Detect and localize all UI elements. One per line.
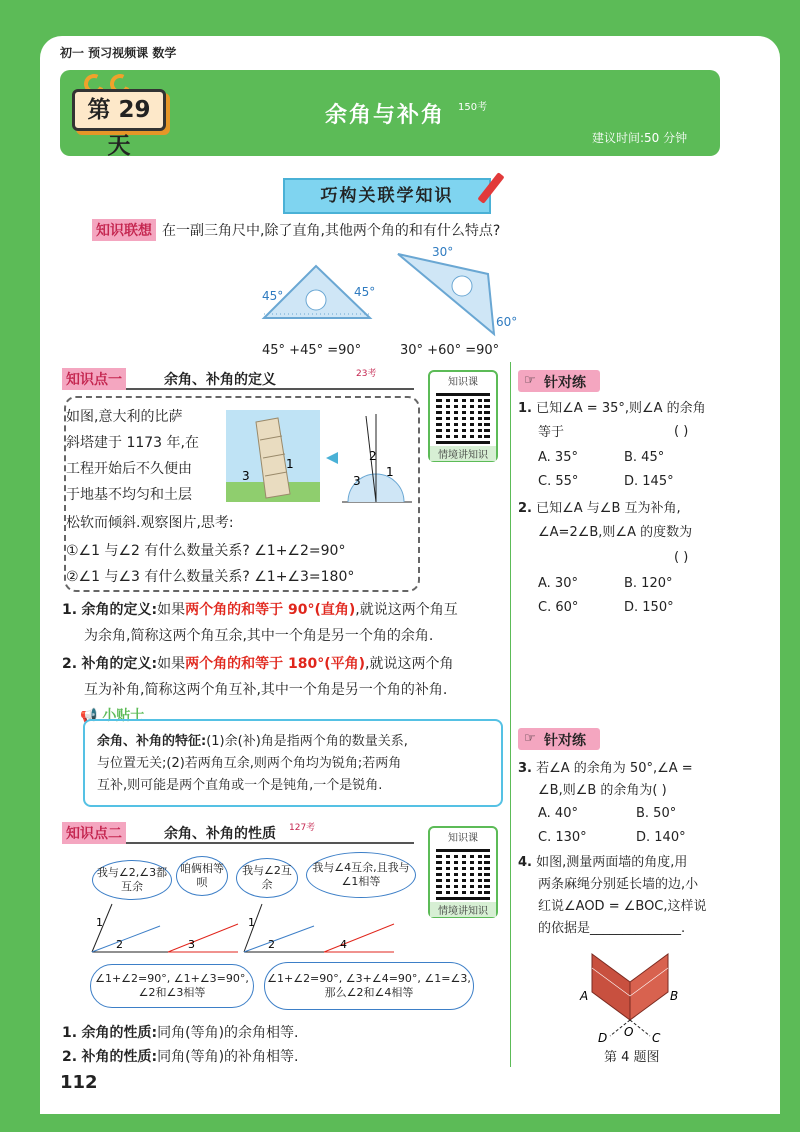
def2-line1 <box>62 652 502 676</box>
def2-post: ,就说这两个角 <box>365 656 454 672</box>
angle-label: 45° <box>262 289 284 303</box>
assoc-question <box>92 219 500 241</box>
q3-option-c: C. 130° <box>538 830 587 845</box>
q1-line1 <box>518 398 706 420</box>
q1-paren: ( ) <box>674 424 689 439</box>
intro-line: 斜塔建于 1173 年,在 <box>66 435 199 451</box>
def1-pre: 如果 <box>157 602 186 618</box>
angle-num: 1 <box>96 916 103 929</box>
def2-num: 2. <box>62 656 78 672</box>
p1-head: 余角的性质: <box>81 1025 158 1041</box>
q2-option-d: D. 150° <box>624 600 674 615</box>
qr-bottom-label: 情境讲知识 <box>430 902 496 917</box>
q3-num: 3. <box>518 761 532 776</box>
q2-line1 <box>518 498 681 520</box>
kp2-qr-card[interactable] <box>428 826 498 918</box>
q1-line2: 等于 <box>538 425 565 440</box>
point-label: B <box>670 989 679 1003</box>
intro-line: 松软而倾斜.观察图片,思考: <box>66 515 234 531</box>
angle-num: 3 <box>242 469 250 483</box>
tips-line2: 与位置无关;(2)若两角互余,则两个角均为锐角;若两角 <box>97 756 402 771</box>
day-tag: 第 29 天 <box>72 89 166 131</box>
q1-text1: 已知∠A = 35°,则∠A 的余角 <box>536 401 706 416</box>
left-wall <box>592 954 630 1020</box>
p2-text: 同角(等角)的补角相等. <box>157 1049 299 1065</box>
arrow-icon <box>326 452 338 464</box>
q4-caption: 第 4 题图 <box>604 1050 660 1065</box>
speech-bubble: 我与∠2,∠3都互余 <box>92 860 172 900</box>
q1-option-d: D. 145° <box>624 474 674 489</box>
tips-line1-text: (1)余(补)角是指两个角的数量关系, <box>206 734 408 749</box>
page-number: 112 <box>60 1072 98 1093</box>
lesson-title-sup: 150考 <box>458 102 488 113</box>
q3-line2: ∠B,则∠B 的余角为( ) <box>538 783 667 798</box>
tips-title-text: 小贴士 <box>102 708 145 724</box>
q1-option-c: C. 55° <box>538 474 579 489</box>
qr-bottom-label: 情境讲知识 <box>430 446 496 461</box>
ray <box>92 926 160 952</box>
q4-text1: 如图,测量两面墙的角度,用 <box>536 855 688 870</box>
practice-label-text: 针对练 <box>544 733 586 749</box>
tips-box <box>83 719 503 807</box>
q2-option-a: A. 30° <box>538 576 578 591</box>
point-label: C <box>652 1031 661 1045</box>
angle-label: 30° <box>432 245 454 259</box>
practice-label <box>518 728 600 750</box>
q3-line1 <box>518 758 693 780</box>
p1-num: 1. <box>62 1025 78 1041</box>
angle-num: 1 <box>286 457 294 471</box>
equation-30-60: 30° +60° =90° <box>400 343 500 358</box>
q3-text1: 若∠A 的余角为 50°,∠A = <box>536 761 693 776</box>
def1-line2: 为余角,简称这两个角互余,其中一个角是另一个角的余角. <box>84 628 434 644</box>
q1-option-b: B. 45° <box>624 450 665 465</box>
q3-option-b: B. 50° <box>636 806 677 821</box>
property-2 <box>62 1046 299 1066</box>
p1-text: 同角(等角)的余角相等. <box>157 1025 299 1041</box>
lesson-title: 余角与补角 <box>325 103 446 128</box>
ray <box>324 924 394 952</box>
point-label: D <box>598 1031 608 1045</box>
wall-figure <box>576 948 696 1048</box>
q3-option-a: A. 40° <box>538 806 578 821</box>
def2-head: 补角的定义: <box>81 656 158 672</box>
q2-line2: ∠A=2∠B,则∠A 的度数为 <box>538 525 693 540</box>
intro-line: 如图,意大利的比萨 <box>66 409 183 425</box>
speech-bubble: 我与∠2互余 <box>236 858 298 898</box>
triangle-rulers-figure <box>256 244 536 344</box>
right-wall <box>630 954 668 1020</box>
p2-num: 2. <box>62 1049 78 1065</box>
header-text: 初一 预习视频课 数学 <box>60 46 177 60</box>
speech-bubble: ∠1+∠2=90°, ∠3+∠4=90°, ∠1=∠3, 那么∠2和∠4相等 <box>264 962 474 1010</box>
speech-bubble: ∠1+∠2=90°, ∠1+∠3=90°, ∠2和∠3相等 <box>90 964 254 1008</box>
kp1-tag: 知识点一 <box>62 368 126 390</box>
angle-num: 1 <box>248 916 255 929</box>
angle-num: 3 <box>188 938 195 951</box>
qr-code-icon[interactable] <box>436 390 490 444</box>
kp1-title: 余角、补角的定义 <box>164 372 276 388</box>
intro-line: 于地基不均匀和土层 <box>66 487 192 503</box>
q2-option-c: C. 60° <box>538 600 579 615</box>
def2-line2: 互为补角,简称这两个角互补,其中一个角是另一个角的补角. <box>84 682 448 698</box>
qr-top-label: 知识课 <box>448 833 478 844</box>
point-label: A <box>580 989 589 1003</box>
intro-question-1: ①∠1 与∠2 有什么数量关系? ∠1+∠2=90° <box>66 543 346 559</box>
angle-num: 1 <box>386 465 394 479</box>
column-divider <box>510 362 511 1067</box>
q2-num: 2. <box>518 501 532 516</box>
speech-bubble: 我与∠4互余,且我与∠1相等 <box>306 852 416 898</box>
tips-line1 <box>97 731 501 753</box>
def2-red: 两个角的和等于 180°(平角) <box>185 656 366 672</box>
qr-code-icon[interactable] <box>436 846 490 900</box>
equation-45: 45° +45° =90° <box>262 343 362 358</box>
q2-text1: 已知∠A 与∠B 互为补角, <box>536 501 681 516</box>
kp2-sup: 127考 <box>289 823 316 833</box>
def1-head: 余角的定义: <box>81 602 158 618</box>
q4-line3: 红说∠AOD = ∠BOC,这样说 <box>538 899 707 914</box>
ray <box>168 924 238 952</box>
q4-line2: 两条麻绳分别延长墙的边,小 <box>538 877 699 892</box>
practice-label-text: 针对练 <box>544 375 586 391</box>
q4-line4: 的依据是______________. <box>538 921 686 936</box>
def1-post: ,就说这两个角互 <box>355 602 458 618</box>
angles-figure <box>88 900 428 956</box>
kp1-qr-card[interactable] <box>428 370 498 462</box>
tips-title: 📢 小贴士 <box>80 708 145 724</box>
assoc-tag: 知识联想 <box>92 219 156 241</box>
q4-line1 <box>518 852 687 874</box>
angle-num: 4 <box>340 938 347 951</box>
kp2-tag: 知识点二 <box>62 822 126 844</box>
hand-icon: ☞ <box>524 731 536 746</box>
kp2-title: 余角、补角的性质 <box>164 826 276 842</box>
angle-label: 45° <box>354 285 376 299</box>
q1-num: 1. <box>518 401 532 416</box>
angle-num: 2 <box>116 938 123 951</box>
kp1-header <box>62 366 414 390</box>
intro-question-2: ②∠1 与∠3 有什么数量关系? ∠1+∠3=180° <box>66 569 355 585</box>
triangle-30-60 <box>398 254 494 334</box>
tips-head: 余角、补角的特征: <box>97 734 207 749</box>
speech-bubble: 咱俩相等呗 <box>176 856 228 896</box>
hand-icon: ☞ <box>524 373 536 388</box>
assoc-question-text: 在一副三角尺中,除了直角,其他两个角的和有什么特点? <box>162 223 501 239</box>
angle-num: 3 <box>353 474 361 488</box>
intro-line: 工程开始后不久便由 <box>66 461 192 477</box>
kp1-sup: 23考 <box>356 369 377 379</box>
q2-option-b: B. 120° <box>624 576 673 591</box>
point-label: O <box>624 1025 634 1039</box>
practice-label <box>518 370 600 392</box>
q2-paren: ( ) <box>674 550 689 565</box>
angle-num: 2 <box>369 449 377 463</box>
suggested-time: 建议时间:50 分钟 <box>592 131 688 145</box>
q1-option-a: A. 35° <box>538 450 578 465</box>
def1-line1 <box>62 598 502 622</box>
triangle-hole <box>452 276 472 296</box>
property-1 <box>62 1022 299 1042</box>
triangle-hole <box>306 290 326 310</box>
q3-option-d: D. 140° <box>636 830 686 845</box>
def2-pre: 如果 <box>157 656 186 672</box>
q4-num: 4. <box>518 855 532 870</box>
def1-red: 两个角的和等于 90°(直角) <box>185 602 356 618</box>
tips-line3: 互补,则可能是两个直角或一个是钝角,一个是锐角. <box>97 778 383 793</box>
p2-head: 补角的性质: <box>81 1049 158 1065</box>
qr-top-label: 知识课 <box>448 377 478 388</box>
section-title: 巧构关联学知识 <box>283 178 491 214</box>
pisa-tower-figure <box>226 410 412 514</box>
kp2-header <box>62 820 414 844</box>
angle-label: 60° <box>496 315 518 329</box>
def1-num: 1. <box>62 602 78 618</box>
ray <box>244 926 314 952</box>
angle-num: 2 <box>268 938 275 951</box>
